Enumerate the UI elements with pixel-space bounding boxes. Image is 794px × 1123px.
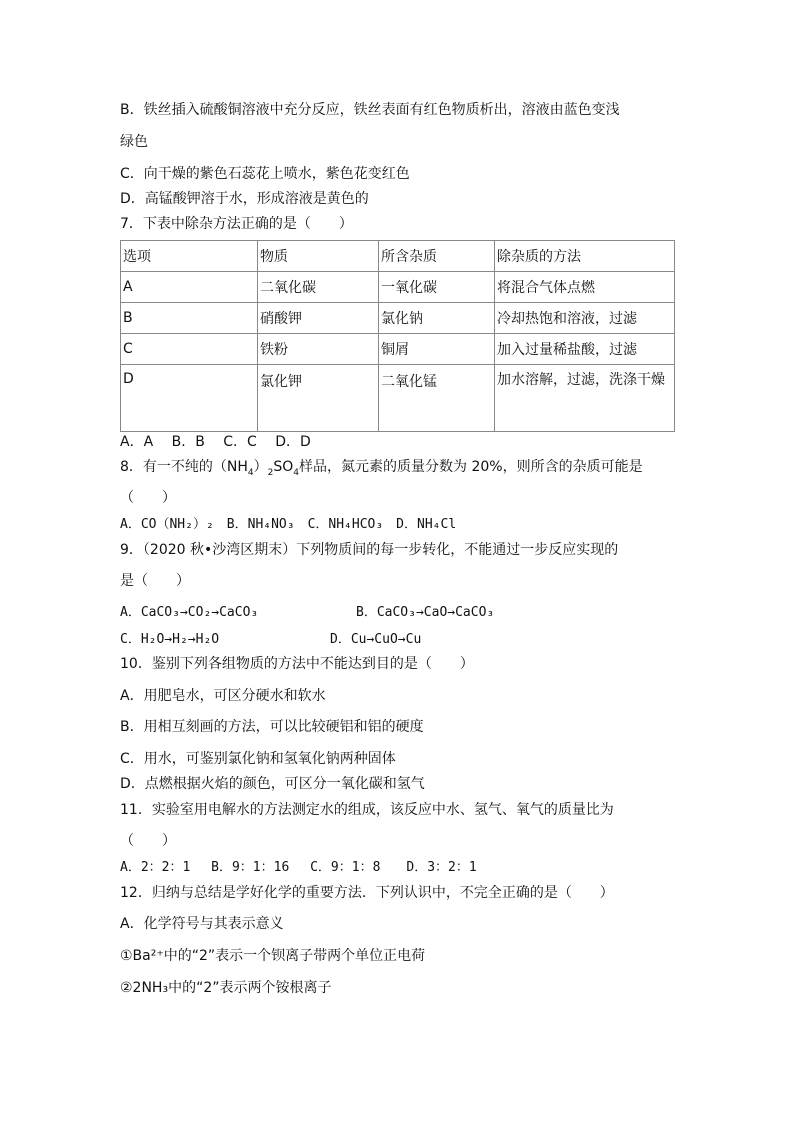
table-header-row: [121, 241, 675, 272]
question-7-options: A．A B．B C．C D．D: [120, 434, 311, 450]
table-cell: A: [121, 272, 258, 303]
q12-item-1: ①Ba²⁺中的“2”表示一个钡离子带两个单位正电荷: [120, 948, 426, 964]
q10-option-b: B．用相互刻画的方法，可以比较硬铝和铝的硬度: [120, 719, 424, 735]
table-row: [121, 303, 675, 334]
table-cell: 铜屑: [379, 334, 495, 365]
table-cell: 一氧化碳: [379, 272, 495, 303]
question-9-stem: 9．（2020 秋•沙湾区期末）下列物质间的每一步转化，不能通过一步反应实现的: [120, 542, 619, 558]
table-cell: 加水溶解，过滤，洗涤干燥: [495, 365, 675, 432]
q9-option-b: B．CaCO₃→CaO→CaCO₃: [356, 605, 495, 620]
q10-option-a: A．用肥皂水，可区分硬水和软水: [120, 688, 326, 704]
table-header-cell: 选项: [121, 241, 258, 272]
question-10-stem: 10．鉴别下列各组物质的方法中不能达到目的是（ ）: [120, 656, 474, 672]
question-9-stem-cont: 是（ ）: [120, 573, 190, 589]
q10-option-c: C．用水，可鉴别氯化钠和氢氧化钠两种固体: [120, 751, 396, 767]
purification-table: [120, 240, 675, 432]
table-cell: 二氧化锰: [379, 365, 495, 432]
q12-option-a: A．化学符号与其表示意义: [120, 916, 284, 932]
b-option-line1: B．铁丝插入硫酸铜溶液中充分反应，铁丝表面有红色物质析出，溶液由蓝色变浅: [120, 102, 620, 118]
table-cell: 冷却热饱和溶液，过滤: [495, 303, 675, 334]
question-8: [120, 457, 643, 477]
question-8-options: A．CO（NH₂）₂ B．NH₄NO₃ C．NH₄HCO₃ D．NH₄Cl: [120, 517, 457, 532]
q9-option-a: A．CaCO₃→CO₂→CaCO₃: [120, 605, 259, 620]
table-cell: 硝酸钾: [258, 303, 379, 334]
table-cell: 将混合气体点燃: [495, 272, 675, 303]
q8-sub: 2: [267, 467, 274, 478]
table-row: [121, 365, 675, 432]
question-11-options: A．2：2：1 B．9：1：16 C．9：1：8 D．3：2：1: [120, 860, 477, 875]
question-11-paren: （ ）: [120, 833, 176, 849]
q8-text: SO: [273, 459, 294, 475]
b-option-line2: 绿色: [120, 134, 148, 150]
d-option: D．高锰酸钾溶于水，形成溶液是黄色的: [120, 191, 369, 207]
table-header-cell: 除杂质的方法: [495, 241, 675, 272]
q9-option-d: D．Cu→CuO→Cu: [330, 632, 422, 647]
table-cell: B: [121, 303, 258, 334]
q12-item-2: ②2NH₃中的“2”表示两个铵根离子: [120, 980, 332, 996]
table-cell: 加入过量稀盐酸，过滤: [495, 334, 675, 365]
question-11-stem: 11．实验室用电解水的方法测定水的组成，该反应中水、氢气、氧气的质量比为: [120, 802, 614, 818]
table-cell: 氯化钾: [258, 365, 379, 432]
table-cell: 氯化钠: [379, 303, 495, 334]
table-header-cell: 所含杂质: [379, 241, 495, 272]
q8-text: ）: [253, 459, 268, 475]
q8-sub: 4: [247, 467, 254, 478]
table-cell: 铁粉: [258, 334, 379, 365]
q9-option-c: C．H₂O→H₂→H₂O: [120, 632, 220, 647]
table-cell: C: [121, 334, 258, 365]
q8-text: 8．有一不纯的（NH: [120, 459, 248, 475]
q8-text: 样品，氮元素的质量分数为 20%，则所含的杂质可能是: [299, 459, 643, 475]
q10-option-d: D．点燃根据火焰的颜色，可区分一氧化碳和氢气: [120, 776, 425, 792]
table-row: [121, 272, 675, 303]
c-option: C．向干燥的紫色石蕊花上喷水，紫色花变红色: [120, 166, 410, 182]
question-8-paren: （ ）: [120, 490, 176, 506]
table-cell: D: [121, 365, 258, 432]
table-header-cell: 物质: [258, 241, 379, 272]
q8-sub: 4: [293, 467, 300, 478]
question-7: 7．下表中除杂方法正确的是（ ）: [120, 216, 353, 232]
table-cell: 二氧化碳: [258, 272, 379, 303]
question-12-stem: 12．归纳与总结是学好化学的重要方法．下列认识中，不完全正确的是（ ）: [120, 885, 614, 901]
table-row: [121, 334, 675, 365]
